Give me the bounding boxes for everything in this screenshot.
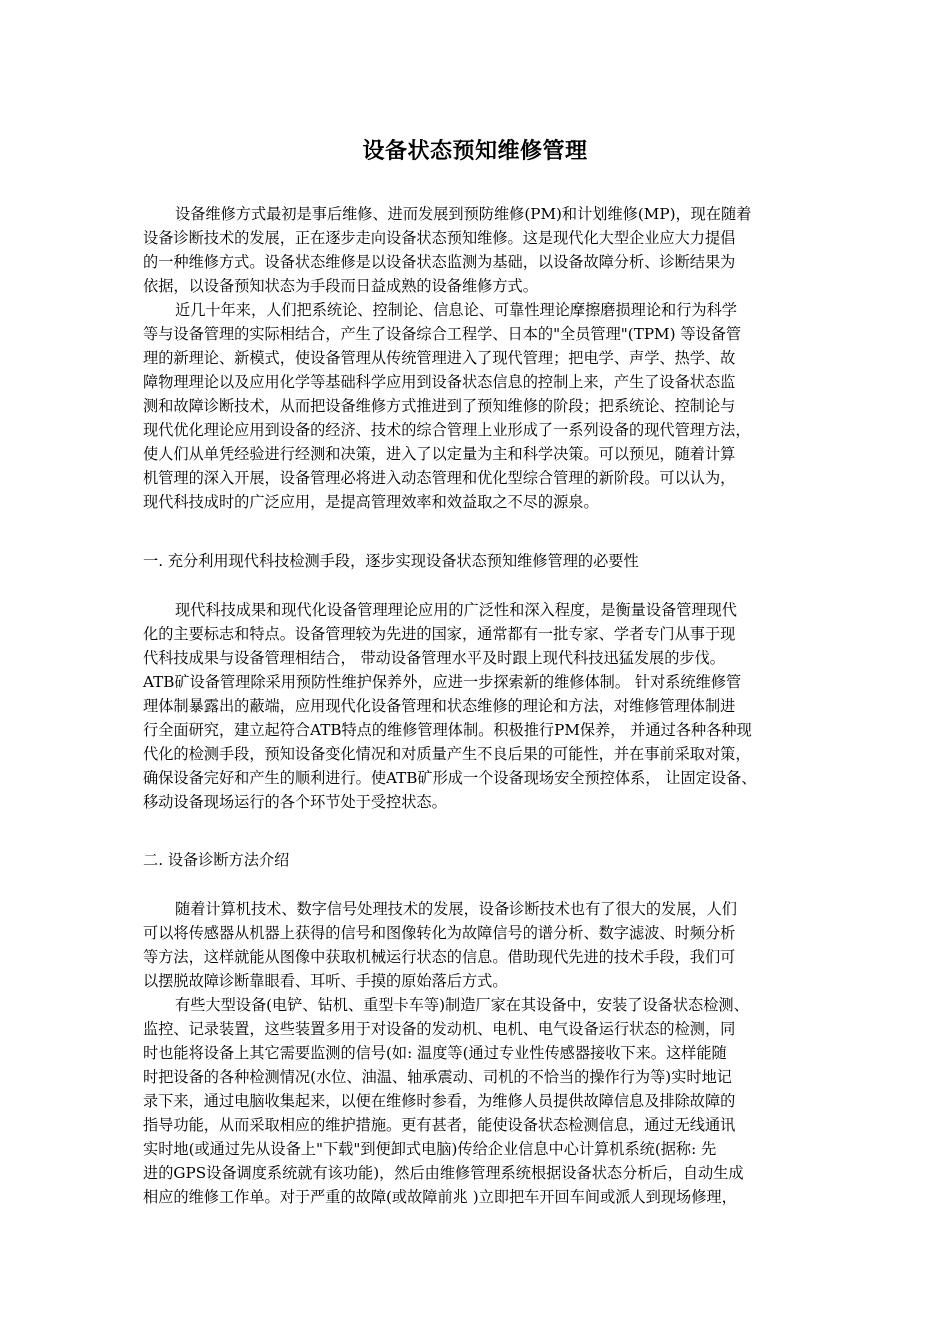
paragraph-line: 现代科技成时的广泛应用，是提高管理效率和效益取之不尽的源泉。 [143,493,599,511]
paragraph-line: 时也能将设备上其它需要监测的信号(如: 温度等(通过专业性传感器接收下来。这样能随 [143,1044,727,1062]
paragraph-line: 设备诊断技术的发展，正在逐步走向设备状态预知维修。这是现代化大型企业应大力提倡 [143,229,736,247]
paragraph-line: 测和故障诊断技术，从而把设备维修方式推进到了预知维修的阶段；把系统论、控制论与 [143,397,736,415]
paragraph-line: 现代科技成果和现代化设备管理理论应用的广泛性和深入程度，是衡量设备管理现代 [175,601,737,619]
paragraph-line: 依据，以设备预知状态为手段而日益成熟的设备维修方式。 [143,277,538,295]
paragraph-line: ATB矿设备管理除采用预防性维护保养外，应进一步探索新的维修体制。 针对系统维修管 [143,673,742,691]
paragraph-line: 等方法，这样就能从图像中获取机械运行状态的信息。借助现代先进的技术手段，我们可 [143,948,736,966]
paragraph-line: 使人们从单凭经验进行经测和决策，进入了以定量为主和科学决策。可以预见，随着计算 [143,445,736,463]
paragraph-line: 随着计算机技术、数字信号处理技术的发展，设备诊断技术也有了很大的发展，人们 [175,900,737,918]
paragraph-line: 时把设备的各种检测情况(水位、油温、轴承震动、司机的不恰当的操作行为等)实时地记 [143,1068,732,1086]
paragraph-line: 以摆脱故障诊断靠眼看、耳听、手摸的原始落后方式。 [143,972,508,990]
page-title: 设备状态预知维修管理 [362,139,588,164]
paragraph-line: 设备维修方式最初是事后维修、进而发展到预防维修(PM)和计划维修(MP)，现在随着 [175,205,752,223]
paragraph-line: 代科技成果与设备管理相结合， 带动设备管理水平及时跟上现代科技迅猛发展的步伐。 [143,649,725,667]
paragraph-line: 机管理的深入开展，设备管理必将进入动态管理和优化型综合管理的新阶段。可以认为， [143,469,736,487]
paragraph-line: 的一种维修方式。设备状态维修是以设备状态监测为基础，以设备故障分析、诊断结果为 [143,253,736,271]
paragraph-line: 近几十年来，人们把系统论、控制论、信息论、可靠性理论摩擦磨损理论和行为科学 [175,301,737,319]
paragraph-line: 等与设备管理的实际相结合，产生了设备综合工程学、日本的"全员管理"(TPM) 等设备管 [143,325,742,343]
paragraph-line: 障物理理论以及应用化学等基础科学应用到设备状态信息的控制上来，产生了设备状态监 [143,373,736,391]
paragraph-line: 移动设备现场运行的各个环节处于受控状态。 [143,793,447,811]
paragraph-line: 可以将传感器从机器上获得的信号和图像转化为故障信号的谱分析、数字滤波、时频分析 [143,924,736,942]
paragraph-line: 录下来，通过电脑收集起来，以便在维修时参看，为维修人员提供故障信息及排除故障的 [143,1092,736,1110]
paragraph-line: 理体制暴露出的蔽端，应用现代化设备管理和状态维修的理论和方法，对维修管理体制进 [143,697,736,715]
paragraph-line: 理的新理论、新模式，使设备管理从传统管理进入了现代管理；把电学、声学、热学、故 [143,349,736,367]
paragraph-line: 监控、记录装置，这些装置多用于对设备的发动机、电机、电气设备运行状态的检测，同 [143,1020,736,1038]
paragraph-line: 指导功能，从而采取相应的维护措施。更有甚者，能使设备状态检测信息，通过无线通讯 [143,1116,736,1134]
paragraph-line: 确保设备完好和产生的顺利进行。使ATB矿形成一个设备现场安全预控体系， 让固定设备、 [143,769,757,787]
paragraph-line: 进的GPS设备调度系统就有该功能)，然后由维修管理系统根据设备状态分析后，自动生成 [143,1164,744,1182]
paragraph-line: 化的主要标志和特点。设备管理较为先进的国家，通常都有一批专家、学者专门从事于现 [143,625,736,643]
paragraph-line: 相应的维修工作单。对于严重的故障(或故障前兆 )立即把车开回车间或派人到现场修理， [143,1188,737,1206]
section-heading: 一. 充分利用现代科技检测手段，逐步实现设备状态预知维修管理的必要性 [143,552,639,570]
section-heading: 二. 设备诊断方法介绍 [143,851,290,869]
paragraph-line: 行全面研究，建立起符合ATB特点的维修管理体制。积极推行PM保养， 并通过各种各种现 [143,721,752,739]
paragraph-line: 现代优化理论应用到设备的经济、技术的综合管理上业形成了一系列设备的现代管理方法， [143,421,751,439]
paragraph-line: 有些大型设备(电铲、钻机、重型卡车等)制造厂家在其设备中，安装了设备状态检测、 [175,996,749,1014]
paragraph-line: 代化的检测手段，预知设备变化情况和对质量产生不良后果的可能性，并在事前采取对策， [143,745,751,763]
paragraph-line: 实时地(或通过先从设备上"下载"到便卸式电脑)传给企业信息中心计算机系统(据称: 先 [143,1140,717,1158]
